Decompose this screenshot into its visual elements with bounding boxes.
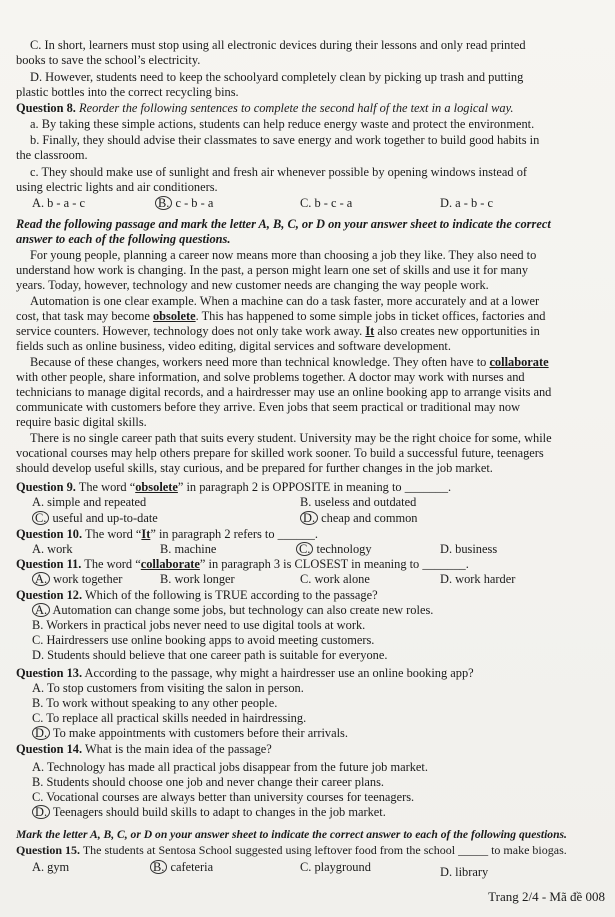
question-11-stem — [16, 557, 601, 572]
keyword-it: It — [365, 324, 375, 338]
q10-option-a[interactable]: A. work — [32, 542, 73, 556]
q10-option-d[interactable]: D. business — [440, 542, 498, 556]
keyword-it: It — [141, 527, 151, 541]
passage-p4-line2: vocational courses may help others prepare for skilled work sooner. To build a successful future, teenagers — [16, 446, 544, 460]
passage-p2-line2 — [16, 309, 601, 324]
q8-option-d[interactable]: D. a - b - c — [440, 196, 493, 210]
q13-option-d-text: To make appointments with customers before their arrivals. — [52, 726, 348, 740]
text-span: ” in paragraph 2 refers to — [150, 527, 275, 541]
q14-option-d[interactable] — [32, 805, 386, 820]
instruction-2: Mark the letter A, B, C, or D on your answer sheet to indicate the correct answer to each of the following questions. — [16, 828, 567, 841]
text-span: The word “ — [84, 557, 141, 571]
q11-option-d[interactable]: D. work harder — [440, 572, 516, 586]
q8-option-b-text: c - b - a — [175, 196, 214, 210]
option-d-line1: D. However, students need to keep the schoolyard completely clean by picking up trash and putting — [30, 70, 524, 84]
q8-sentence-c-line1: c. They should make use of sunlight and fresh air whenever possible by opening windows instead of — [30, 165, 528, 179]
keyword-collaborate: collaborate — [140, 557, 200, 571]
question-12-stem — [16, 588, 601, 603]
text-span: Because of these changes, workers need more than technical knowledge. They often have to — [30, 355, 490, 369]
q15-option-c[interactable]: C. playground — [300, 860, 371, 874]
q9-option-d[interactable] — [300, 511, 418, 526]
q13-option-a[interactable]: A. To stop customers from visiting the salon in person. — [32, 681, 304, 695]
option-c-line1: C. In short, learners must stop using all electronic devices during their lessons and only read printed — [30, 38, 526, 52]
selected-answer-circle: A. — [32, 603, 50, 617]
instruction-line2: answer to each of the following questions. — [16, 232, 231, 246]
passage-p3-line4: communicate with customers before they arrive. Even jobs that seem practical or traditional may now — [16, 400, 521, 414]
q11-option-a[interactable] — [32, 572, 122, 587]
question-13-stem — [16, 666, 601, 681]
passage-p1-line1: For young people, planning a career now means more than choosing a job they like. They also need to — [30, 248, 537, 262]
q10-option-b[interactable]: B. machine — [160, 542, 217, 556]
question-8-stem — [16, 101, 601, 116]
q10-option-c[interactable] — [296, 542, 372, 557]
q12-option-a[interactable] — [32, 603, 433, 618]
passage-p3-line1 — [30, 355, 601, 370]
passage-p2-line1: Automation is one clear example. When a machine can do a task faster, more accurately and at a lower — [30, 294, 540, 308]
q13-option-c[interactable]: C. To replace all practical skills needed in hairdressing. — [32, 711, 307, 725]
text-span: The word “ — [78, 480, 136, 494]
text-span: ” in paragraph 3 is CLOSEST in meaning to — [199, 557, 420, 571]
q11-option-a-text: work together — [53, 572, 123, 586]
selected-answer-circle: A. — [32, 572, 50, 586]
text-span: also creates new opportunities in — [374, 324, 540, 338]
q12-option-d[interactable]: D. Students should believe that one career path is suitable for everyone. — [32, 648, 388, 662]
keyword-collaborate: collaborate — [489, 355, 549, 369]
question-8-prompt: Reorder the following sentences to complete the second half of the text in a logical way. — [79, 101, 514, 115]
q8-option-c[interactable]: C. b - c - a — [300, 196, 353, 210]
passage-p4-line1: There is no single career path that suits every student. University may be the right choice for some, while — [30, 431, 552, 445]
q9-option-b[interactable]: B. useless and outdated — [300, 495, 417, 509]
q14-option-a[interactable]: A. Technology has made all practical jobs disappear from the future job market. — [32, 760, 428, 774]
selected-answer-circle: B. — [150, 860, 167, 874]
answer-blank: _____ — [458, 843, 489, 857]
q12-option-a-text: Automation can change some jobs, but technology can also create new roles. — [52, 603, 434, 617]
q13-option-b[interactable]: B. To work without speaking to any other people. — [32, 696, 278, 710]
question-11-number: Question 11. — [16, 557, 82, 571]
question-15-number: Question 15. — [16, 843, 81, 857]
answer-blank: _______. — [422, 557, 469, 571]
q8-sentence-b-line2: the classroom. — [16, 148, 88, 162]
text-span: ” in paragraph 2 is OPPOSITE in meaning to — [177, 480, 402, 494]
question-13-number: Question 13. — [16, 666, 83, 680]
question-10-number: Question 10. — [16, 527, 83, 541]
text-span: The students at Sentosa School suggested using leftover food from the school — [82, 843, 456, 857]
selected-answer-circle: D. — [300, 511, 318, 525]
page-footer: Trang 2/4 - Mã đề 008 — [488, 889, 605, 904]
text-span: cost, that task may become — [16, 309, 153, 323]
q8-sentence-a: a. By taking these simple actions, students can help reduce energy waste and protect the environment. — [30, 117, 535, 131]
selected-answer-circle: B. — [155, 196, 172, 210]
passage-p2-line3 — [16, 324, 601, 339]
option-c-line2: books to save the school’s electricity. — [16, 53, 201, 67]
passage-p4-line3: should develop useful skills, stay curious, and be prepared for further changes in the job market. — [16, 461, 493, 475]
q15-option-d[interactable]: D. library — [440, 865, 489, 879]
passage-p3-line5: require basic digital skills. — [16, 415, 147, 429]
answer-blank: _______. — [404, 480, 452, 494]
q14-option-d-text: Teenagers should build skills to adapt to changes in the job market. — [52, 805, 386, 819]
passage-p3-line3: technicians to manage digital records, and a hairdresser may use an online booking app to arrange visits and — [16, 385, 552, 399]
question-8-number: Question 8. — [16, 101, 76, 115]
question-10-stem — [16, 527, 601, 542]
q10-option-c-text: technology — [316, 542, 372, 556]
q8-option-b[interactable] — [155, 196, 213, 211]
q8-option-a[interactable]: A. b - a - c — [32, 196, 85, 210]
passage-p1-line3: years. Today, however, technology and new customer needs are changing the way people work. — [16, 278, 489, 292]
question-9-stem — [16, 480, 601, 495]
selected-answer-circle: C. — [32, 511, 49, 525]
question-14-stem — [16, 742, 601, 757]
text-span: to make biogas. — [491, 843, 567, 857]
keyword-obsolete: obsolete — [152, 309, 196, 323]
q9-option-a[interactable]: A. simple and repeated — [32, 495, 147, 509]
q9-option-c[interactable] — [32, 511, 158, 526]
q11-option-c[interactable]: C. work alone — [300, 572, 370, 586]
q8-sentence-b-line1: b. Finally, they should advise their classmates to save energy and work together to build good habits in — [30, 133, 540, 147]
keyword-obsolete: obsolete — [135, 480, 178, 494]
q11-option-b[interactable]: B. work longer — [160, 572, 235, 586]
instruction-line1: Read the following passage and mark the letter A, B, C, or D on your answer sheet to indicate the correct — [16, 217, 551, 231]
q9-option-c-text: useful and up-to-date — [52, 511, 158, 525]
option-d-line2: plastic bottles into the correct recycling bins. — [16, 85, 239, 99]
question-14-text: What is the main idea of the passage? — [84, 742, 272, 756]
q15-option-b[interactable] — [150, 860, 213, 875]
question-15-stem — [16, 843, 601, 858]
question-12-text: Which of the following is TRUE according to the passage? — [84, 588, 378, 602]
passage-p1-line2: understand how work is changing. In the past, a person might learn one set of skills and use it for many — [16, 263, 529, 277]
selected-answer-circle: D. — [32, 805, 50, 819]
question-13-text: According to the passage, why might a hairdresser use an online booking app? — [84, 666, 474, 680]
q12-option-b[interactable]: B. Workers in practical jobs never need to use digital tools at work. — [32, 618, 366, 632]
q14-option-c[interactable]: C. Vocational courses are always better than university courses for teenagers. — [32, 790, 415, 804]
question-9-number: Question 9. — [16, 480, 76, 494]
q15-option-a[interactable]: A. gym — [32, 860, 70, 874]
q13-option-d[interactable] — [32, 726, 348, 741]
selected-answer-circle: C. — [296, 542, 313, 556]
q14-option-b[interactable]: B. Students should choose one job and never change their career plans. — [32, 775, 384, 789]
q15-option-b-text: cafeteria — [170, 860, 214, 874]
q8-sentence-c-line2: using electric lights and air conditioners. — [16, 180, 218, 194]
text-span: . This has happened to some simple jobs in ticket offices, factories and — [195, 309, 546, 323]
question-14-number: Question 14. — [16, 742, 83, 756]
question-12-number: Question 12. — [16, 588, 83, 602]
passage-p2-line4: fields such as online business, video editing, digital services and software development. — [16, 339, 451, 353]
text-span: The word “ — [84, 527, 142, 541]
text-span: service counters. However, technology does not only take work away. — [16, 324, 366, 338]
passage-p3-line2: with other people, share information, and solve problems together. A doctor may work with nurses and — [16, 370, 525, 384]
q12-option-c[interactable]: C. Hairdressers use online booking apps to avoid meeting customers. — [32, 633, 375, 647]
q9-option-d-text: cheap and common — [321, 511, 418, 525]
selected-answer-circle: D. — [32, 726, 50, 740]
answer-blank: ______. — [277, 527, 318, 541]
